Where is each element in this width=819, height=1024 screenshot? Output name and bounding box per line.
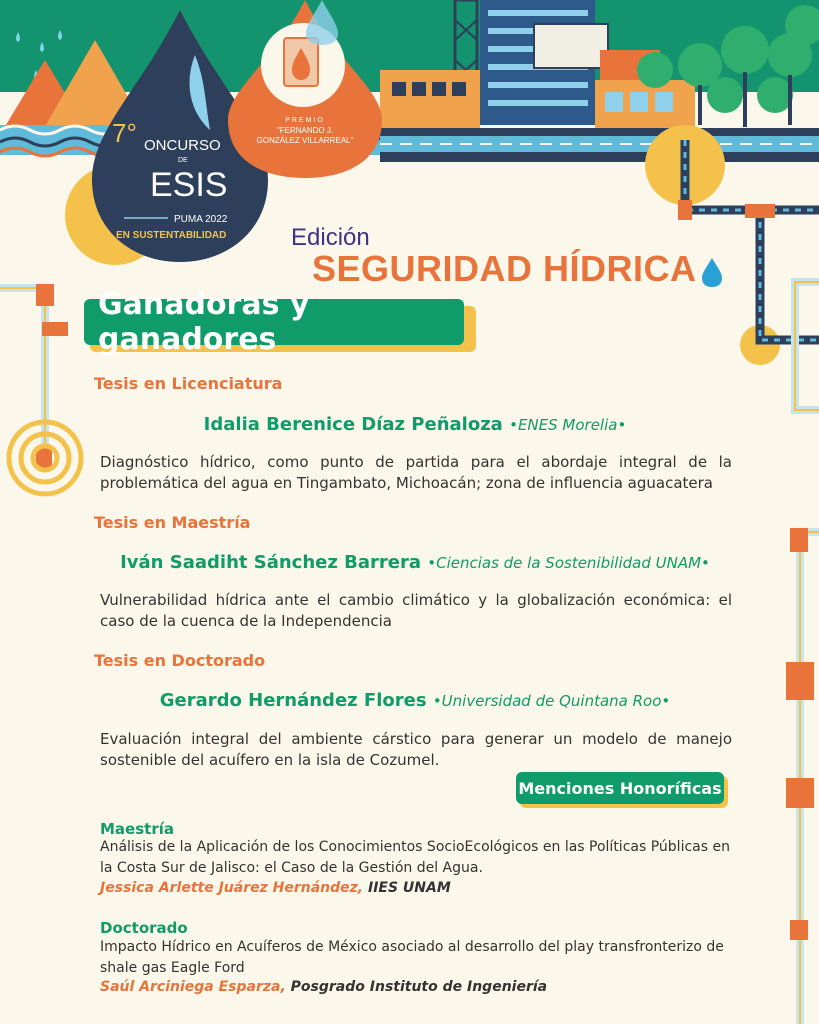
winner-institution: •Universidad de Quintana Roo• (432, 692, 671, 710)
author-affiliation: Posgrado Instituto de Ingeniería (285, 979, 548, 995)
edition-title: SEGURIDAD HÍDRICA (312, 248, 697, 289)
winner-maestria (100, 552, 730, 573)
contest-word-1: ONCURSO (144, 137, 221, 154)
prize-logo (240, 112, 370, 152)
prize-small: PREMIO (285, 117, 325, 124)
contest-number: 7° (112, 118, 137, 148)
honorable-title-maestria: Análisis de la Aplicación de los Conocimientos SocioEcológicos en las Políticas Públicas en la Costa Sur de Jalisco: el Caso de la Gestión del Agua. (100, 839, 730, 876)
honorable-level-maestria: Maestría (100, 820, 174, 838)
winner-name: Gerardo Hernández Flores (159, 690, 427, 711)
author-name: Jessica Arlette Juárez Hernández, (100, 880, 364, 896)
winner-doctorado (100, 690, 730, 711)
category-maestria: Tesis en Maestría (94, 513, 251, 532)
edition-label: Edición (291, 224, 370, 251)
winner-institution: •ENES Morelia• (509, 416, 627, 434)
contest-de: DE (178, 157, 188, 164)
honorable-author-maestria (100, 880, 451, 896)
category-doctorado: Tesis en Doctorado (94, 651, 266, 670)
honorable-title-doctorado: Impacto Hídrico en Acuíferos de México asociado al desarrollo del play transfronterizo de shale gas Eagle Ford (100, 939, 724, 976)
thesis-doctorado: Evaluación integral del ambiente cárstico para generar un modelo de manejo sostenible del acuífero en la isla de Cozumel. (100, 730, 732, 769)
winner-name: Iván Saadiht Sánchez Barrera (120, 552, 421, 573)
author-affiliation: IIES UNAM (363, 880, 451, 896)
winners-heading: Ganadoras y ganadores (84, 299, 464, 345)
thesis-licenciatura: Diagnóstico hídrico, como punto de partida para el abordaje integral de la problemática del agua en Tingambato, Michoacán; zona de influencia aguacatera (100, 453, 732, 492)
winner-name: Idalia Berenice Díaz Peñaloza (203, 414, 503, 435)
contest-subtitle: EN SUSTENTABILIDAD (116, 230, 227, 241)
prize-name-2: GONZÁLEZ VILLARREAL" (256, 136, 354, 145)
honorable-heading: Menciones Honoríficas (516, 772, 724, 804)
honorable-level-doctorado: Doctorado (100, 919, 188, 937)
honorable-author-doctorado (100, 979, 547, 995)
thesis-maestria: Vulnerabilidad hídrica ante el cambio climático y la globalización económica: el caso de la cuenca de la Independencia (100, 591, 732, 630)
winner-licenciatura (100, 414, 730, 435)
contest-year: PUMA 2022 (174, 214, 228, 225)
contest-word-2: ESIS (150, 166, 228, 204)
winner-institution: •Ciencias de la Sostenibilidad UNAM• (427, 554, 710, 572)
category-licenciatura: Tesis en Licenciatura (94, 374, 283, 393)
author-name: Saúl Arciniega Esparza, (100, 979, 286, 995)
prize-name-1: "FERNANDO J. (276, 126, 334, 135)
